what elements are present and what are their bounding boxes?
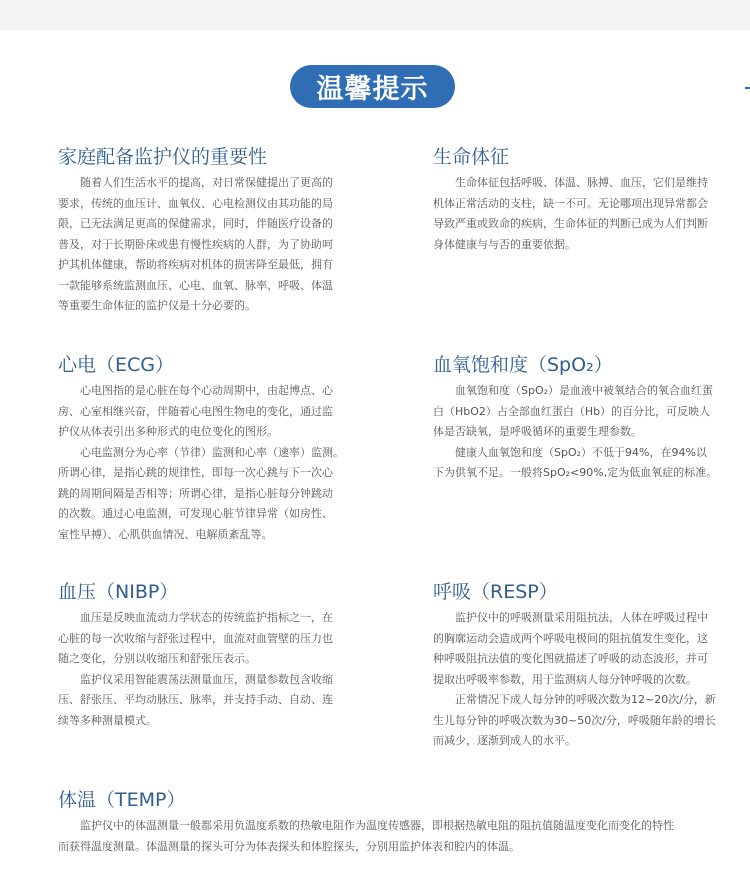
section-spo2 xyxy=(433,351,717,484)
paragraph-line: 限，已无法满足更高的保健需求，同时，伴随医疗设备的 xyxy=(58,217,333,230)
paragraph-line: 生儿每分钟的呼吸次数为30~50次/分，呼吸随年龄的增长 xyxy=(433,713,716,727)
section-title: 心电（ECG） xyxy=(58,354,174,376)
paragraph-line: 普及，对于长期卧床或患有慢性疾病的人群，为了协助呵 xyxy=(58,237,333,251)
paragraph-line: 一款能够系统监测血压、心电、血氧、脉率、呼吸、体温 xyxy=(58,278,333,292)
paragraph-line: 要求，传统的血压计、血氧仪、心电检测仪由其功能的局 xyxy=(58,196,333,210)
paragraph-line: 身体健康与与否的重要依据。 xyxy=(433,237,576,251)
paragraph-line: 正常情况下成人每分钟的呼吸次数为12~20次/分，新 xyxy=(455,693,716,706)
paragraph-line: 白（HbO2）占全部血红蛋白（Hb）的百分比，可反映人 xyxy=(433,404,711,418)
paragraph-line: 随之变化，分别以收缩压和舒张压表示。 xyxy=(58,652,256,665)
paragraph-line: 的次数。通过心电监测，可发现心脏节律异常（如房性、 xyxy=(58,507,333,520)
paragraph-line: 室性早搏）、心肌供血情况、电解质紊乱等。 xyxy=(58,527,273,541)
paragraph-line: 房、心室相继兴奋，伴随着心电图生物电的变化，通过监 xyxy=(58,404,333,418)
section-title: 生命体征 xyxy=(433,146,510,168)
paragraph-line: 提取出呼吸率参数，用于监测病人每分钟呼吸的次数。 xyxy=(433,672,697,686)
paragraph-line: 监护仪中的体温测量一般都采用负温度系数的热敏电阻作为温度传感器，即根据热敏电阻的阻抗值随温度变化而变化的特性 xyxy=(80,819,674,832)
paragraph-line: 下为供氧不足。一般将SpO₂<90%,定为低血氧症的标准。 xyxy=(433,466,718,479)
paragraph-line: 续等多种测量模式。 xyxy=(58,713,157,727)
paragraph-line: 健康人血氧饱和度（SpO₂）不低于94%，在94%以 xyxy=(455,445,707,459)
section-title: 血压（NIBP） xyxy=(58,581,179,603)
decorative-dash xyxy=(745,87,750,89)
section-nibp xyxy=(58,578,333,731)
paragraph-line: 跳的周期间隔是否相等；所谓心律，是指心脏每分钟跳动 xyxy=(58,486,333,500)
paragraph-line: 所谓心律，是指心跳的规律性，即每一次心跳与下一次心 xyxy=(58,466,333,479)
section-importance xyxy=(58,143,333,317)
paragraph-line: 等重要生命体征的监护仪是十分必要的。 xyxy=(58,299,256,312)
paragraph-line: 血压是反映血流动力学状态的传统监护指标之一，在 xyxy=(80,611,333,624)
paragraph-line: 而获得温度测量。体温测量的探头可分为体表探头和体腔探头，分别用监护体表和腔内的体温。 xyxy=(58,839,520,853)
paragraph-line: 随着人们生活水平的提高，对日常保健提出了更高的 xyxy=(80,176,333,189)
paragraph-line: 生命体征包括呼吸、体温、脉搏、血压，它们是维持 xyxy=(455,176,708,189)
top-strip xyxy=(0,0,750,30)
paragraph-line: 压、舒张压、平均动脉压、脉率，并支持手动、自动、连 xyxy=(58,693,333,706)
section-vital-signs xyxy=(433,143,708,255)
section-temp xyxy=(58,786,674,857)
paragraph-line: 体是否缺氧，是呼吸循环的重要生理参数。 xyxy=(433,425,642,438)
paragraph-line: 血氧饱和度（SpO₂）是血液中被氧结合的氧合血红蛋 xyxy=(455,384,714,397)
paragraph-line: 心电监测分为心率（节律）监测和心率（速率）监测。 xyxy=(80,445,344,459)
paragraph-line: 监护仪中的呼吸测量采用阻抗法，人体在呼吸过程中 xyxy=(455,611,708,624)
section-resp xyxy=(433,578,716,752)
paragraph-line: 而减少，逐渐到成人的水平。 xyxy=(433,734,576,747)
section-title: 体温（TEMP） xyxy=(58,789,186,811)
banner-title: 温馨提示 xyxy=(290,65,455,108)
paragraph-line: 监护仪采用智能震荡法测量血压，测量参数包含收缩 xyxy=(80,672,333,686)
section-ecg xyxy=(58,351,344,545)
section-title: 血氧饱和度（SpO₂） xyxy=(433,354,613,376)
paragraph-line: 机体正常活动的支柱，缺一不可。无论哪项出现异常都会 xyxy=(433,196,708,210)
paragraph-line: 心脏的每一次收缩与舒张过程中，血流对血管壁的压力也 xyxy=(58,631,333,645)
paragraph-line: 护仪从体表引出多种形式的电位变化的图形。 xyxy=(58,425,278,438)
paragraph-line: 的胸廓运动会造成两个呼吸电极间的阻抗值发生变化，这 xyxy=(433,631,708,645)
paragraph-line: 种呼吸阻抗法值的变化图就描述了呼吸的动态波形，并可 xyxy=(433,652,708,665)
section-title: 呼吸（RESP） xyxy=(433,581,558,603)
paragraph-line: 导致严重或致命的疾病，生命体征的判断已成为人们判断 xyxy=(433,217,708,230)
paragraph-line: 心电图指的是心脏在每个心动周期中，由起博点、心 xyxy=(80,384,333,397)
section-title: 家庭配备监护仪的重要性 xyxy=(58,146,268,168)
paragraph-line: 护其机体健康，帮助将疾病对机体的损害降至最低，拥有 xyxy=(58,258,333,271)
